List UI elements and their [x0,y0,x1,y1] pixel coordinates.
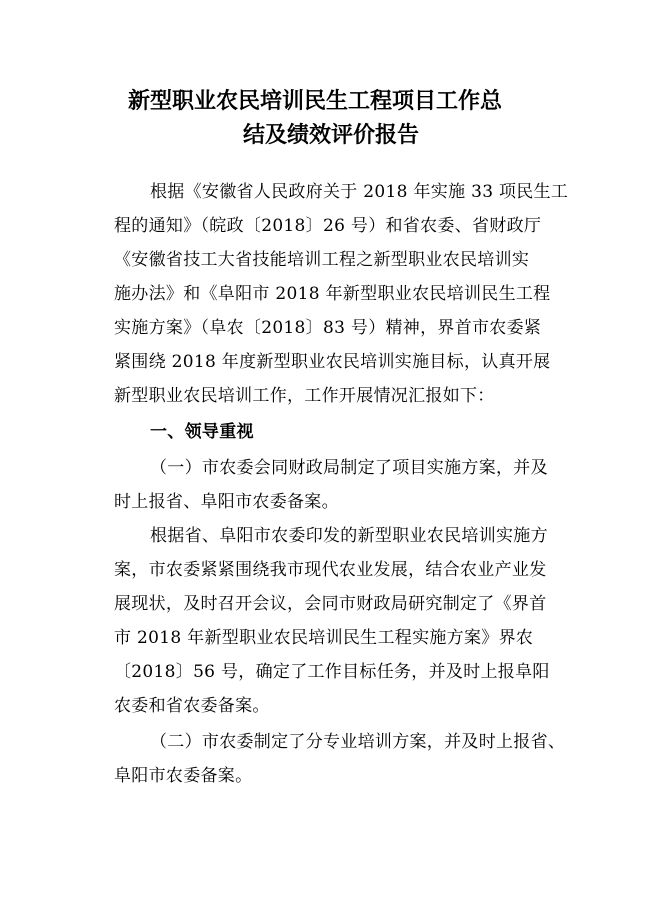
paragraph-3-line-6: 农委和省农委备案。 [114,696,270,716]
paragraph-3-line-2: 案，市农委紧紧围绕我市现代农业发展，结合农业产业发 [114,560,547,580]
paragraph-3-line-4: 市 2018 年新型职业农民培训民生工程实施方案》界农 [114,628,534,648]
paragraph-1-line-3: 《安徽省技工大省技能培训工程之新型职业农民培训实 [114,250,530,270]
paragraph-1-line-1: 根据《安徽省人民政府关于 2018 年实施 33 项民生工 [150,182,569,202]
section-heading-1: 一、领导重视 [150,422,254,442]
paragraph-1-line-5: 实施方案》（阜农〔2018〕83 号）精神，界首市农委紧 [114,318,542,338]
paragraph-4-line-2: 阜阳市农委备案。 [114,766,253,786]
paragraph-3-line-3: 展现状，及时召开会议，会同市财政局研究制定了《界首 [114,594,547,614]
paragraph-2-line-1: （一）市农委会同财政局制定了项目实施方案，并及 [150,458,548,478]
paragraph-1-line-2: 程的通知》（皖政〔2018〕26 号）和省农委、省财政厅 [114,216,542,236]
document-title-line-2: 结及绩效评价报告 [243,123,420,148]
paragraph-1-line-6: 紧围绕 2018 年度新型职业农民培训实施目标，认真开展 [114,352,551,372]
paragraph-3-line-1: 根据省、阜阳市农委印发的新型职业农民培训实施方 [150,526,548,546]
paragraph-1-line-7: 新型职业农民培训工作，工作开展情况汇报如下： [114,386,495,406]
paragraph-2-line-2: 时上报省、阜阳市农委备案。 [114,492,339,512]
document-title-line-1: 新型职业农民培训民生工程项目工作总 [128,89,503,114]
paragraph-4-line-1: （二）市农委制定了分专业培训方案，并及时上报省、 [150,732,566,752]
paragraph-1-line-4: 施办法》和《阜阳市 2018 年新型职业农民培训民生工程 [114,284,551,304]
paragraph-3-line-5: 〔2018〕56 号，确定了工作目标任务，并及时上报阜阳 [114,662,550,682]
